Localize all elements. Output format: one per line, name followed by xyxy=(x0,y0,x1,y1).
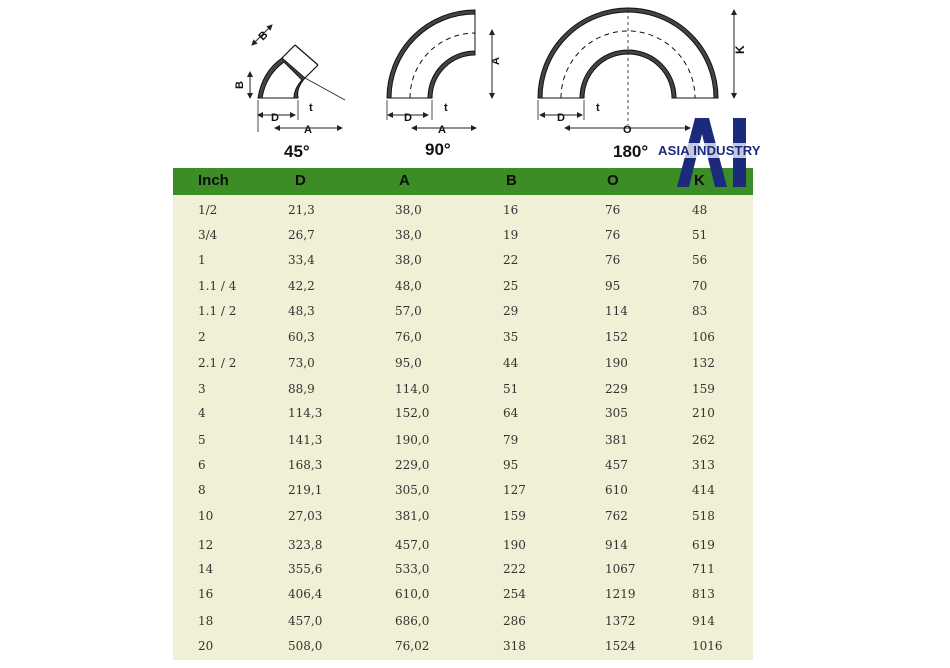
svg-text:D: D xyxy=(557,112,565,124)
table-cell: 70 xyxy=(692,279,708,293)
table-cell: 114 xyxy=(605,304,628,318)
table-cell: 48 xyxy=(692,203,708,217)
table-cell: 73,0 xyxy=(288,356,315,370)
elbow-90-drawing xyxy=(387,10,492,128)
table-cell: 132 xyxy=(692,356,715,370)
table-cell: 2.1 / 2 xyxy=(198,356,237,370)
table-cell: 610 xyxy=(605,483,628,497)
svg-text:t: t xyxy=(596,102,600,114)
table-cell: 3/4 xyxy=(198,228,218,242)
table-cell: 5 xyxy=(198,433,206,447)
table-cell: 414 xyxy=(692,483,715,497)
table-cell: 457,0 xyxy=(395,538,430,552)
table-cell: 10 xyxy=(198,509,214,523)
angle-label-90: 90° xyxy=(425,140,451,159)
table-cell: 1.1 / 4 xyxy=(198,279,237,293)
table-cell: 914 xyxy=(605,538,628,552)
table-cell: 508,0 xyxy=(288,639,323,653)
table-cell: 152 xyxy=(605,330,628,344)
table-cell: 76 xyxy=(605,228,621,242)
table-cell: 254 xyxy=(503,587,526,601)
table-cell: 141,3 xyxy=(288,433,323,447)
table-cell: 305,0 xyxy=(395,483,430,497)
table-cell: 1219 xyxy=(605,587,636,601)
elbow-diagrams xyxy=(0,0,950,170)
table-cell: 26,7 xyxy=(288,228,315,242)
table-cell: 106 xyxy=(692,330,715,344)
table-cell: 38,0 xyxy=(395,203,422,217)
table-cell: 1524 xyxy=(605,639,636,653)
table-cell: 56 xyxy=(692,253,708,267)
table-cell: 14 xyxy=(198,562,214,576)
table-cell: 25 xyxy=(503,279,519,293)
table-cell: 16 xyxy=(503,203,519,217)
table-cell: 1 xyxy=(198,253,206,267)
svg-text:B: B xyxy=(234,81,246,89)
table-cell: 1/2 xyxy=(198,203,218,217)
table-cell: 33,4 xyxy=(288,253,315,267)
table-cell: 27,03 xyxy=(288,509,323,523)
table-cell: 19 xyxy=(503,228,519,242)
table-cell: 152,0 xyxy=(395,406,430,420)
svg-text:D: D xyxy=(404,112,412,124)
table-cell: 533,0 xyxy=(395,562,430,576)
table-cell: 83 xyxy=(692,304,708,318)
table-cell: 51 xyxy=(503,382,519,396)
table-cell: 305 xyxy=(605,406,628,420)
column-header-o: O xyxy=(607,172,619,189)
elbow-180-drawing xyxy=(538,8,734,128)
table-cell: 76 xyxy=(605,203,621,217)
column-header-a: A xyxy=(399,172,410,189)
table-cell: 1372 xyxy=(605,614,636,628)
table-cell: 51 xyxy=(692,228,708,242)
svg-text:A: A xyxy=(304,124,312,136)
table-cell: 914 xyxy=(692,614,715,628)
table-cell: 76,02 xyxy=(395,639,430,653)
table-cell: 114,0 xyxy=(395,382,430,396)
svg-text:t: t xyxy=(444,102,448,114)
table-cell: 686,0 xyxy=(395,614,430,628)
table-cell: 262 xyxy=(692,433,715,447)
table-cell: 88,9 xyxy=(288,382,315,396)
column-header-inch: Inch xyxy=(198,172,229,189)
table-cell: 219,1 xyxy=(288,483,323,497)
table-cell: 313 xyxy=(692,458,715,472)
table-cell: 3 xyxy=(198,382,206,396)
table-cell: 518 xyxy=(692,509,715,523)
table-cell: 60,3 xyxy=(288,330,315,344)
svg-text:t: t xyxy=(309,102,313,114)
table-cell: 286 xyxy=(503,614,526,628)
table-cell: 190 xyxy=(503,538,526,552)
column-header-k: K xyxy=(694,172,705,189)
table-cell: 42,2 xyxy=(288,279,315,293)
table-cell: 48,0 xyxy=(395,279,422,293)
table-cell: 18 xyxy=(198,614,214,628)
table-cell: 2 xyxy=(198,330,206,344)
table-cell: 57,0 xyxy=(395,304,422,318)
table-cell: 79 xyxy=(503,433,519,447)
table-cell: 1067 xyxy=(605,562,636,576)
table-cell: 711 xyxy=(692,562,715,576)
table-cell: 222 xyxy=(503,562,526,576)
table-cell: 190 xyxy=(605,356,628,370)
table-cell: 159 xyxy=(503,509,526,523)
table-cell: 95 xyxy=(605,279,621,293)
angle-label-180: 180° xyxy=(613,142,649,161)
column-header-b: B xyxy=(506,172,517,189)
svg-text:A: A xyxy=(438,124,446,136)
table-cell: 457,0 xyxy=(288,614,323,628)
table-cell: 190,0 xyxy=(395,433,430,447)
table-cell: 406,4 xyxy=(288,587,323,601)
table-cell: 318 xyxy=(503,639,526,653)
table-cell: 64 xyxy=(503,406,519,420)
column-header-d: D xyxy=(295,172,306,189)
table-cell: 38,0 xyxy=(395,228,422,242)
table-cell: 619 xyxy=(692,538,715,552)
table-cell: 95,0 xyxy=(395,356,422,370)
table-cell: 35 xyxy=(503,330,519,344)
table-cell: 229,0 xyxy=(395,458,430,472)
table-cell: 4 xyxy=(198,406,206,420)
table-cell: 159 xyxy=(692,382,715,396)
table-cell: 127 xyxy=(503,483,526,497)
table-cell: 38,0 xyxy=(395,253,422,267)
svg-text:D: D xyxy=(271,112,279,124)
table-cell: 457 xyxy=(605,458,628,472)
table-cell: 29 xyxy=(503,304,519,318)
table-cell: 12 xyxy=(198,538,214,552)
logo-text: ASIA INDUSTRY xyxy=(658,143,761,158)
svg-text:O: O xyxy=(623,124,632,136)
table-cell: 95 xyxy=(503,458,519,472)
table-cell: 323,8 xyxy=(288,538,323,552)
table-cell: 210 xyxy=(692,406,715,420)
table-cell: 381,0 xyxy=(395,509,430,523)
table-cell: 22 xyxy=(503,253,519,267)
table-cell: 168,3 xyxy=(288,458,323,472)
table-cell: 813 xyxy=(692,587,715,601)
table-cell: 762 xyxy=(605,509,628,523)
table-cell: 229 xyxy=(605,382,628,396)
table-cell: 610,0 xyxy=(395,587,430,601)
table-cell: 355,6 xyxy=(288,562,323,576)
table-cell: 1016 xyxy=(692,639,723,653)
table-cell: 114,3 xyxy=(288,406,323,420)
table-cell: 48,3 xyxy=(288,304,315,318)
table-cell: 8 xyxy=(198,483,206,497)
table-cell: 44 xyxy=(503,356,519,370)
table-cell: 21,3 xyxy=(288,203,315,217)
table-cell: 16 xyxy=(198,587,214,601)
table-cell: 381 xyxy=(605,433,628,447)
table-cell: 1.1 / 2 xyxy=(198,304,237,318)
dimension-table xyxy=(173,168,753,660)
svg-text:B: B xyxy=(256,28,271,44)
svg-text:K: K xyxy=(733,45,747,54)
table-cell: 20 xyxy=(198,639,214,653)
table-cell: 6 xyxy=(198,458,206,472)
angle-label-45: 45° xyxy=(284,142,310,161)
table-cell: 76,0 xyxy=(395,330,422,344)
svg-text:A: A xyxy=(490,57,502,65)
table-cell: 76 xyxy=(605,253,621,267)
